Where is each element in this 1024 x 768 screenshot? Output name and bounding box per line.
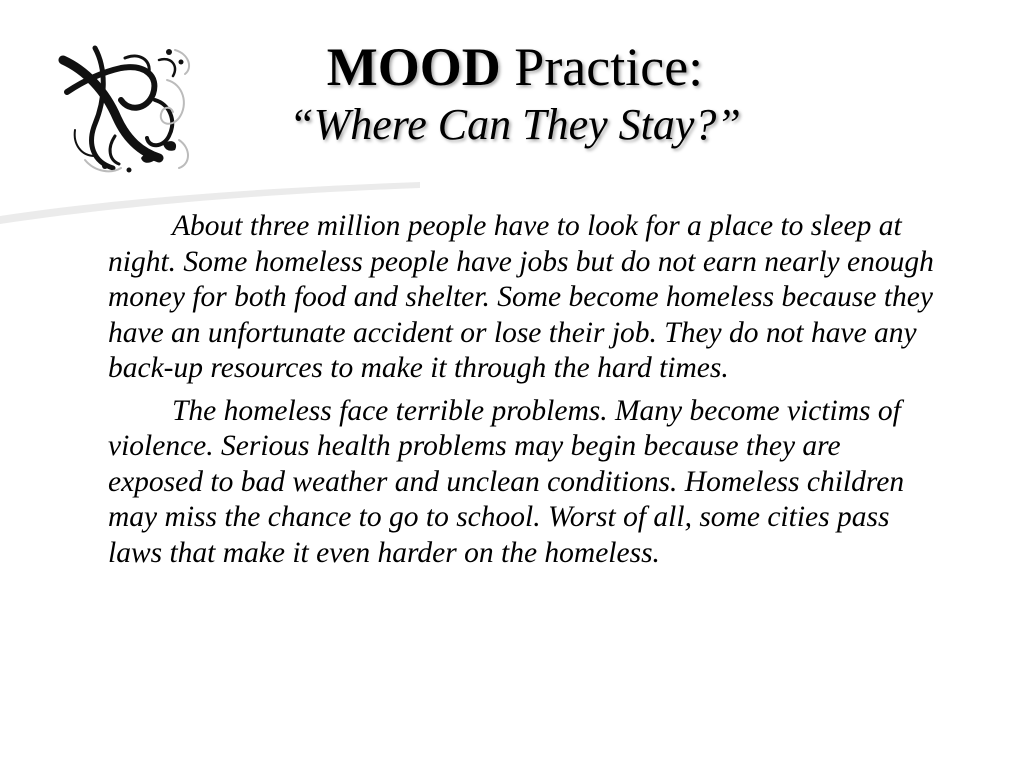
page-title	[200, 36, 830, 98]
swirl-ornament-icon	[55, 40, 205, 180]
paragraph-1: About three million people have to look for a place to sleep at night. Some homeless people have jobs but do not earn nearly enough money for both food and shelter. Some become homeless because they have an unfortunate accident or lose their job. They do not have any back-up resources to make it through the hard times.	[108, 210, 934, 384]
body-text	[108, 209, 938, 578]
title-block	[200, 36, 830, 152]
title-rest: Practice:	[500, 37, 704, 97]
paragraph-2: The homeless face terrible problems. Many become victims of violence. Serious health problems may begin because they are exposed to bad weather and unclean conditions. Homeless children may miss the chance to go to school. Worst of all, some cities pass laws that make it even harder on the homeless.	[108, 394, 905, 569]
title-bold-word: MOOD	[326, 37, 501, 97]
page-subtitle: “Where Can They Stay?”	[289, 100, 741, 149]
